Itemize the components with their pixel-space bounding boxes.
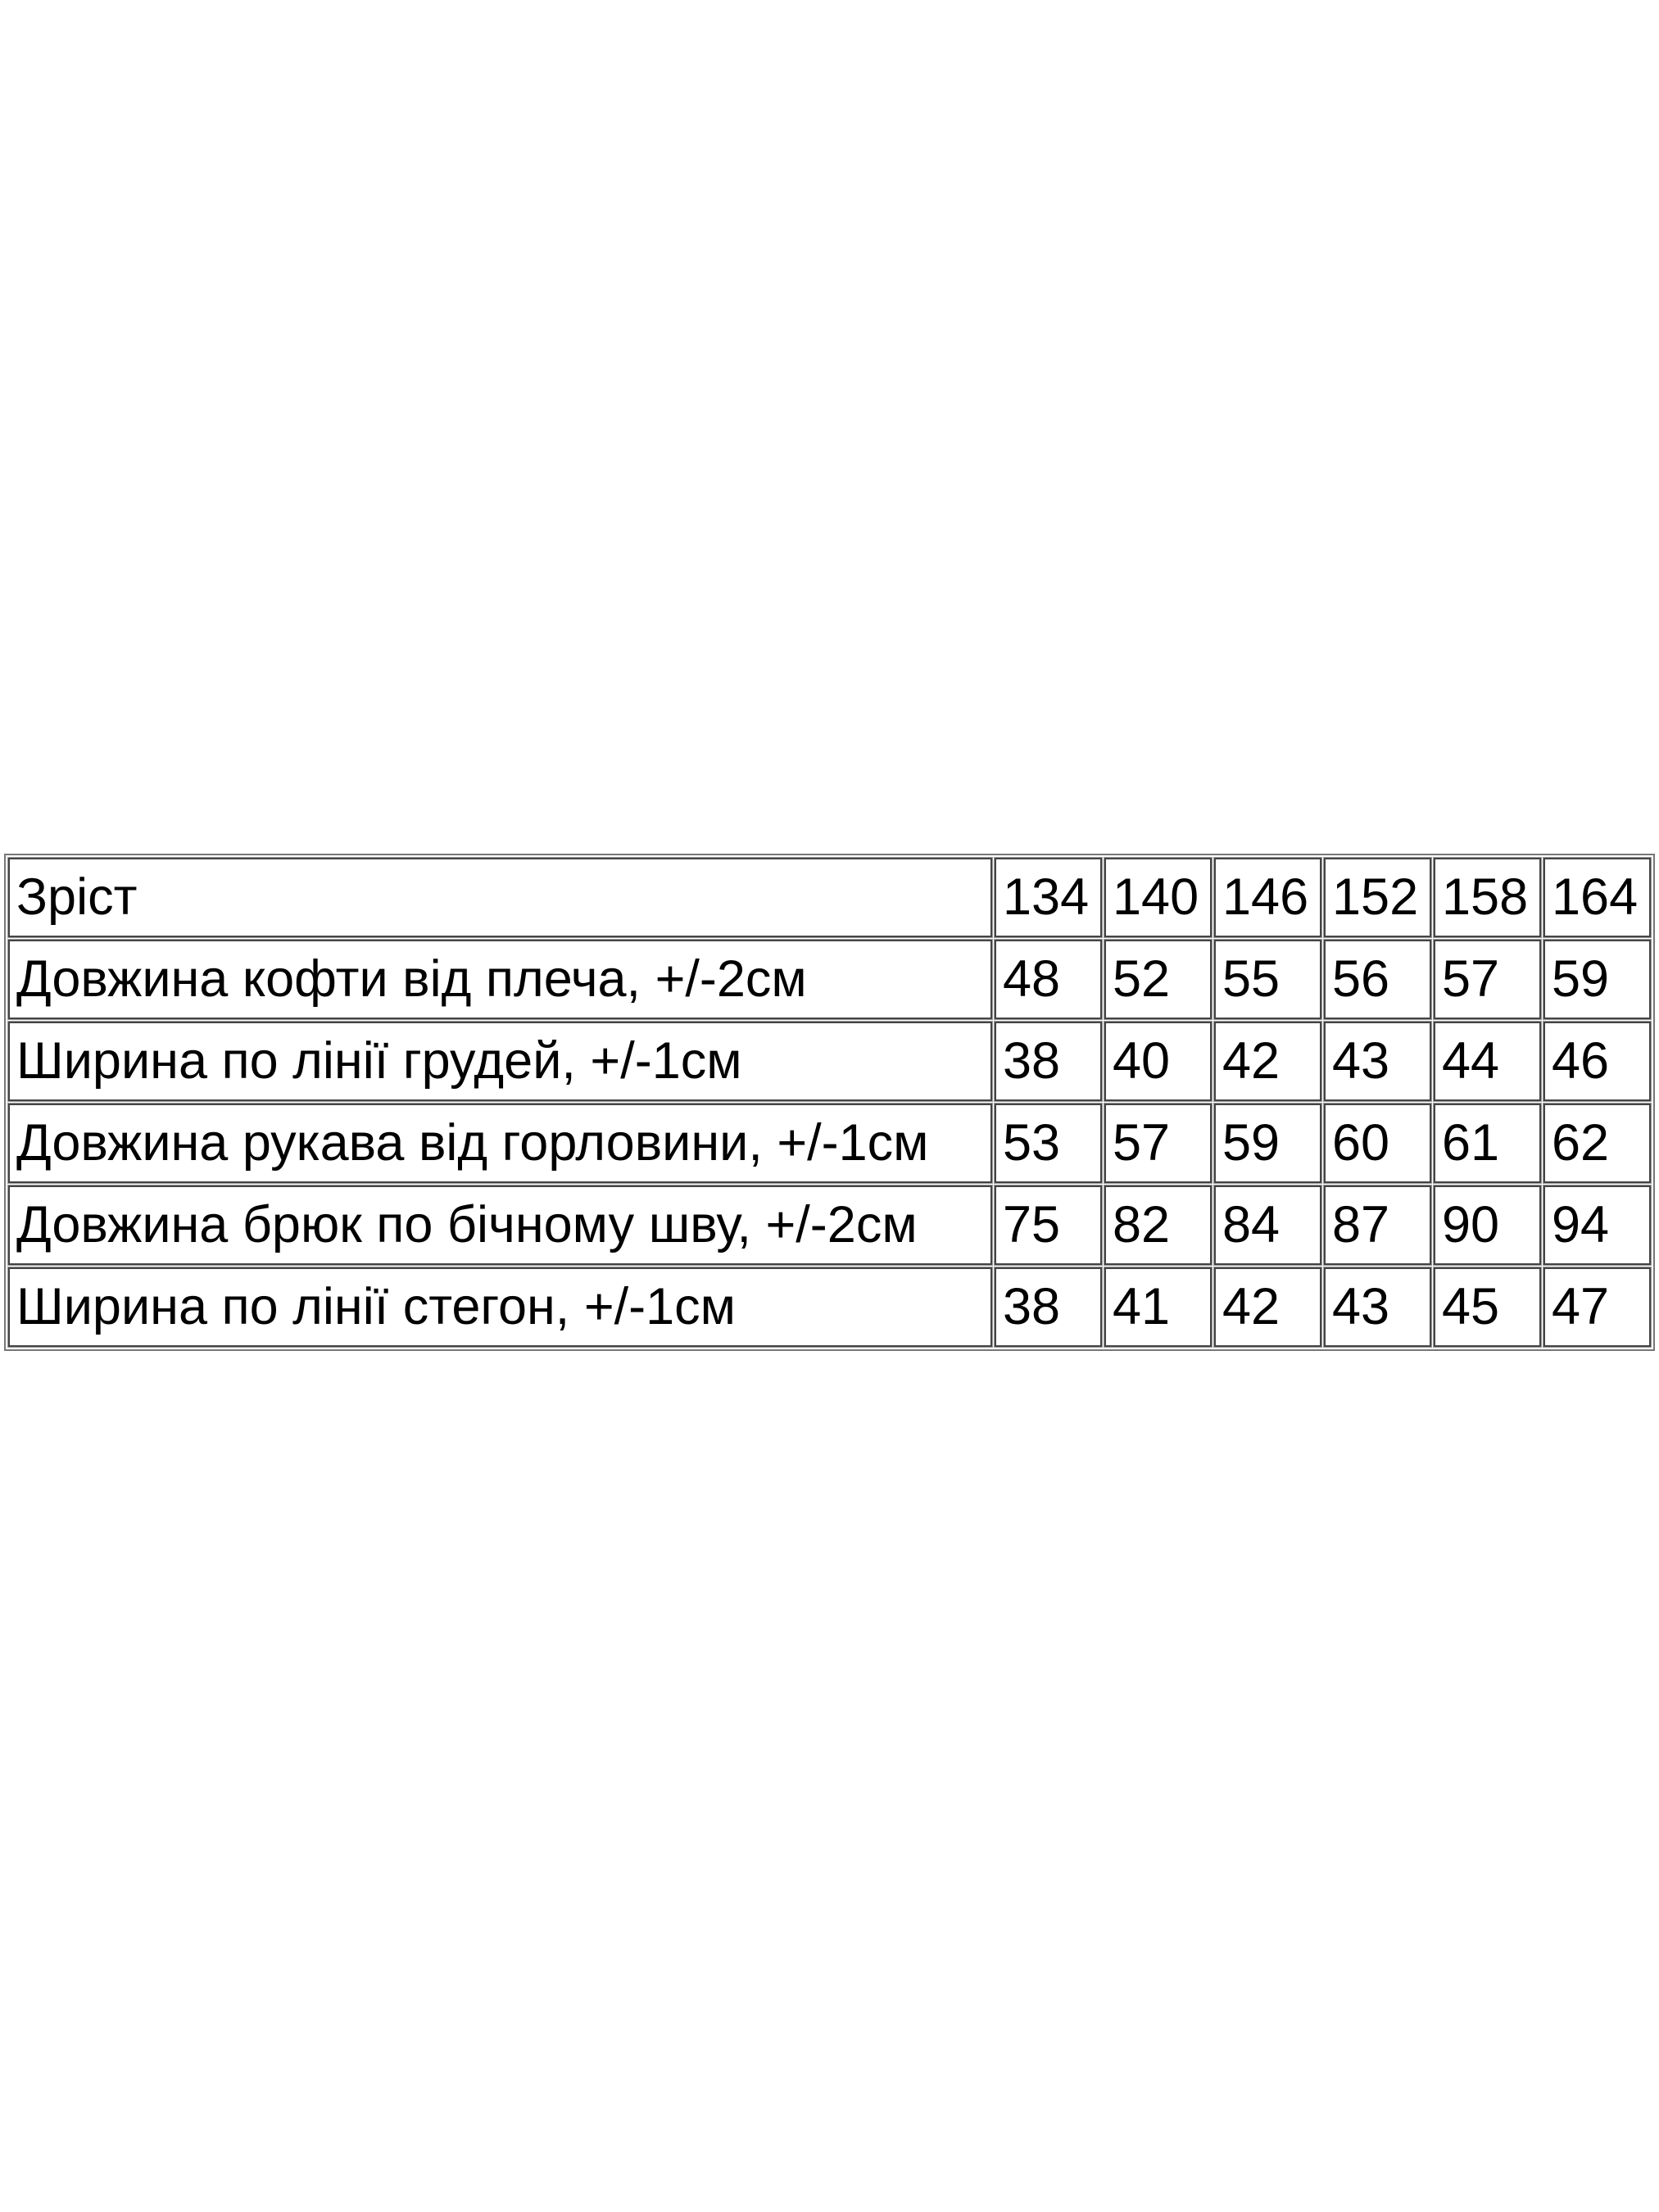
row-label: Довжина кофти від плеча, +/-2см bbox=[8, 940, 992, 1019]
size-value-cell: 146 bbox=[1214, 858, 1321, 937]
size-value-cell: 94 bbox=[1543, 1185, 1651, 1265]
size-value-cell: 45 bbox=[1434, 1267, 1541, 1347]
size-value-cell: 44 bbox=[1434, 1022, 1541, 1101]
row-label: Ширина по лінії стегон, +/-1см bbox=[8, 1267, 992, 1347]
size-value-cell: 62 bbox=[1543, 1104, 1651, 1183]
size-value-cell: 41 bbox=[1104, 1267, 1212, 1347]
table-row bbox=[8, 1185, 1651, 1265]
size-value-cell: 48 bbox=[995, 940, 1102, 1019]
size-value-cell: 164 bbox=[1543, 858, 1651, 937]
size-value-cell: 57 bbox=[1434, 940, 1541, 1019]
size-value-cell: 56 bbox=[1324, 940, 1431, 1019]
size-value-cell: 59 bbox=[1543, 940, 1651, 1019]
row-label: Ширина по лінії грудей, +/-1см bbox=[8, 1022, 992, 1101]
size-value-cell: 134 bbox=[995, 858, 1102, 937]
size-value-cell: 38 bbox=[995, 1022, 1102, 1101]
size-value-cell: 42 bbox=[1214, 1267, 1321, 1347]
size-value-cell: 59 bbox=[1214, 1104, 1321, 1183]
size-value-cell: 47 bbox=[1543, 1267, 1651, 1347]
size-value-cell: 57 bbox=[1104, 1104, 1212, 1183]
size-table bbox=[4, 854, 1655, 1351]
size-value-cell: 53 bbox=[995, 1104, 1102, 1183]
row-label: Довжина рукава від горловини, +/-1см bbox=[8, 1104, 992, 1183]
table-row-header bbox=[8, 858, 1651, 937]
table-row bbox=[8, 1022, 1651, 1101]
table-row bbox=[8, 940, 1651, 1019]
size-value-cell: 55 bbox=[1214, 940, 1321, 1019]
size-value-cell: 87 bbox=[1324, 1185, 1431, 1265]
size-value-cell: 140 bbox=[1104, 858, 1212, 937]
size-value-cell: 158 bbox=[1434, 858, 1541, 937]
row-label: Зріст bbox=[8, 858, 992, 937]
size-value-cell: 46 bbox=[1543, 1022, 1651, 1101]
size-value-cell: 90 bbox=[1434, 1185, 1541, 1265]
size-value-cell: 42 bbox=[1214, 1022, 1321, 1101]
size-value-cell: 61 bbox=[1434, 1104, 1541, 1183]
row-label: Довжина брюк по бічному шву, +/-2см bbox=[8, 1185, 992, 1265]
size-value-cell: 84 bbox=[1214, 1185, 1321, 1265]
table-row bbox=[8, 1104, 1651, 1183]
size-value-cell: 82 bbox=[1104, 1185, 1212, 1265]
size-value-cell: 152 bbox=[1324, 858, 1431, 937]
size-value-cell: 43 bbox=[1324, 1267, 1431, 1347]
table-row bbox=[8, 1267, 1651, 1347]
size-value-cell: 75 bbox=[995, 1185, 1102, 1265]
size-value-cell: 60 bbox=[1324, 1104, 1431, 1183]
size-value-cell: 43 bbox=[1324, 1022, 1431, 1101]
size-value-cell: 52 bbox=[1104, 940, 1212, 1019]
size-value-cell: 38 bbox=[995, 1267, 1102, 1347]
size-value-cell: 40 bbox=[1104, 1022, 1212, 1101]
